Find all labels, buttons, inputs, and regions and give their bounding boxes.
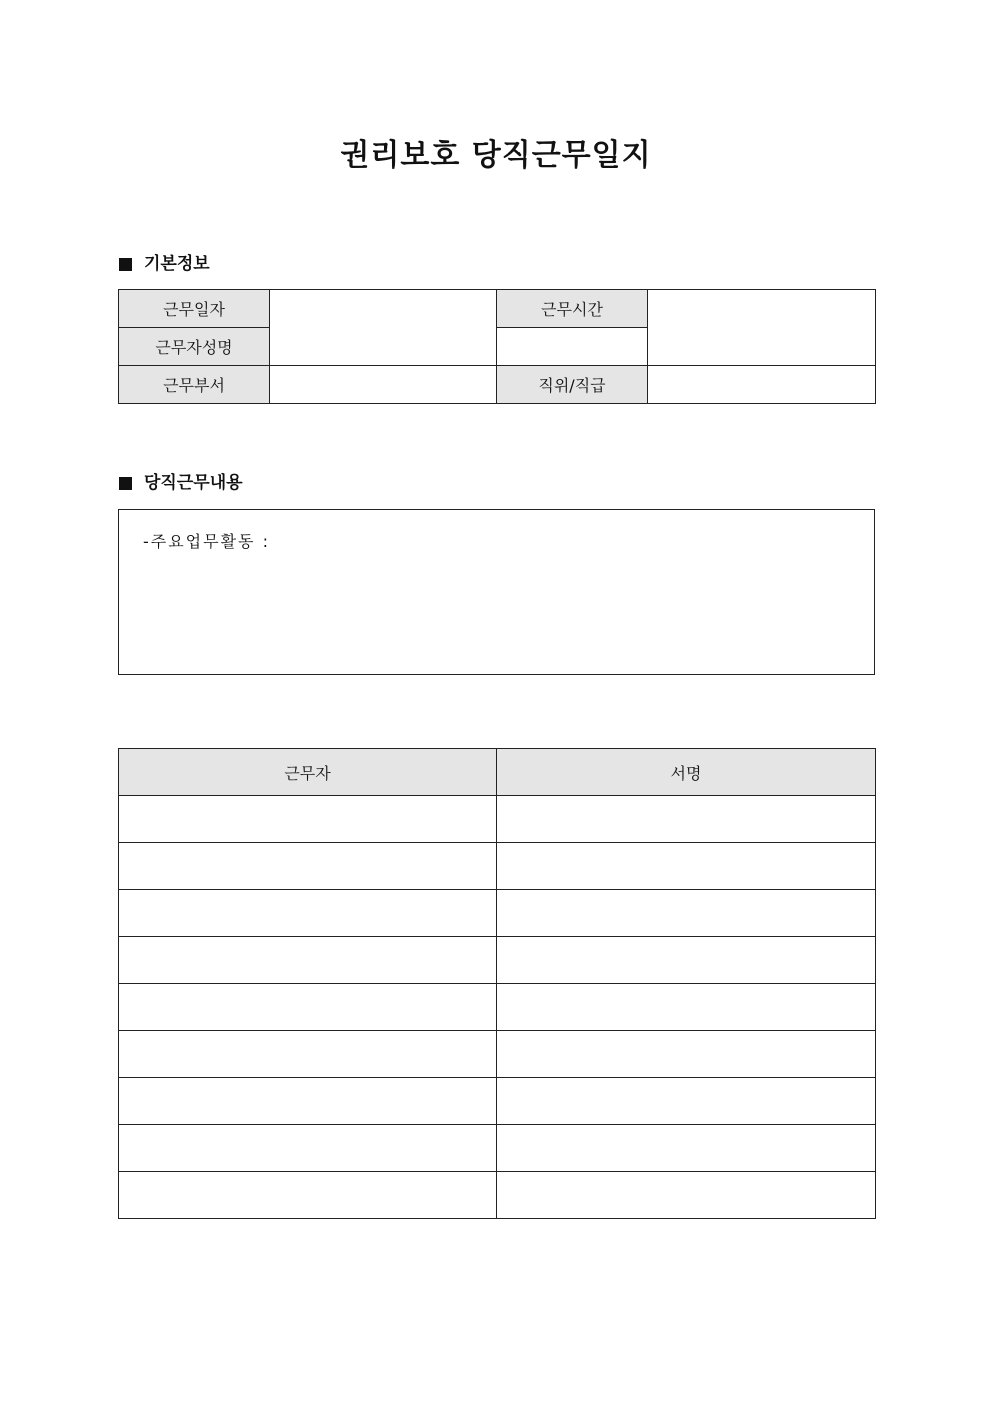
duty-content-box[interactable] bbox=[118, 509, 875, 675]
table-row bbox=[119, 1172, 876, 1219]
signature-cell[interactable] bbox=[497, 1078, 876, 1125]
worker-column-header: 근무자 bbox=[119, 749, 497, 796]
page-title: 권리보호 당직근무일지 bbox=[340, 138, 652, 173]
table-row bbox=[119, 843, 876, 890]
signature-cell[interactable] bbox=[497, 890, 876, 937]
basic-info-heading-label: 기본정보 bbox=[144, 254, 210, 274]
duty-content-heading bbox=[119, 471, 243, 495]
square-bullet-icon bbox=[119, 477, 132, 490]
signature-cell[interactable] bbox=[497, 1125, 876, 1172]
table-row bbox=[119, 937, 876, 984]
table-row bbox=[119, 890, 876, 937]
signature-cell[interactable] bbox=[497, 1031, 876, 1078]
signature-cell[interactable] bbox=[497, 796, 876, 843]
worker-cell[interactable] bbox=[119, 984, 497, 1031]
worker-cell[interactable] bbox=[119, 796, 497, 843]
position-field[interactable] bbox=[648, 366, 876, 404]
basic-info-heading bbox=[119, 252, 210, 276]
table-row bbox=[119, 796, 876, 843]
work-time-label: 근무시간 bbox=[497, 290, 648, 328]
work-date-label: 근무일자 bbox=[119, 290, 270, 328]
duty-content-heading-label: 당직근무내용 bbox=[144, 473, 243, 493]
department-label: 근무부서 bbox=[119, 366, 270, 404]
position-label: 직위/직급 bbox=[497, 366, 648, 404]
basic-info-table bbox=[118, 289, 876, 404]
worker-name-field[interactable] bbox=[497, 328, 648, 366]
worker-name-label: 근무자성명 bbox=[119, 328, 270, 366]
work-date-field[interactable] bbox=[270, 290, 497, 366]
worker-cell[interactable] bbox=[119, 1125, 497, 1172]
signature-column-header: 서명 bbox=[497, 749, 876, 796]
signature-cell[interactable] bbox=[497, 937, 876, 984]
square-bullet-icon bbox=[119, 258, 132, 271]
worker-cell[interactable] bbox=[119, 937, 497, 984]
table-row bbox=[119, 1125, 876, 1172]
table-row bbox=[119, 1078, 876, 1125]
main-activities-text: -주요업무활동 : bbox=[143, 532, 270, 551]
worker-cell[interactable] bbox=[119, 1078, 497, 1125]
signature-cell[interactable] bbox=[497, 984, 876, 1031]
table-row bbox=[119, 1031, 876, 1078]
department-field[interactable] bbox=[270, 366, 497, 404]
worker-cell[interactable] bbox=[119, 1031, 497, 1078]
table-row bbox=[119, 984, 876, 1031]
worker-cell[interactable] bbox=[119, 1172, 497, 1219]
work-time-field[interactable] bbox=[648, 290, 876, 366]
signature-cell[interactable] bbox=[497, 843, 876, 890]
worker-cell[interactable] bbox=[119, 890, 497, 937]
signature-table bbox=[118, 748, 876, 1219]
worker-cell[interactable] bbox=[119, 843, 497, 890]
signature-cell[interactable] bbox=[497, 1172, 876, 1219]
